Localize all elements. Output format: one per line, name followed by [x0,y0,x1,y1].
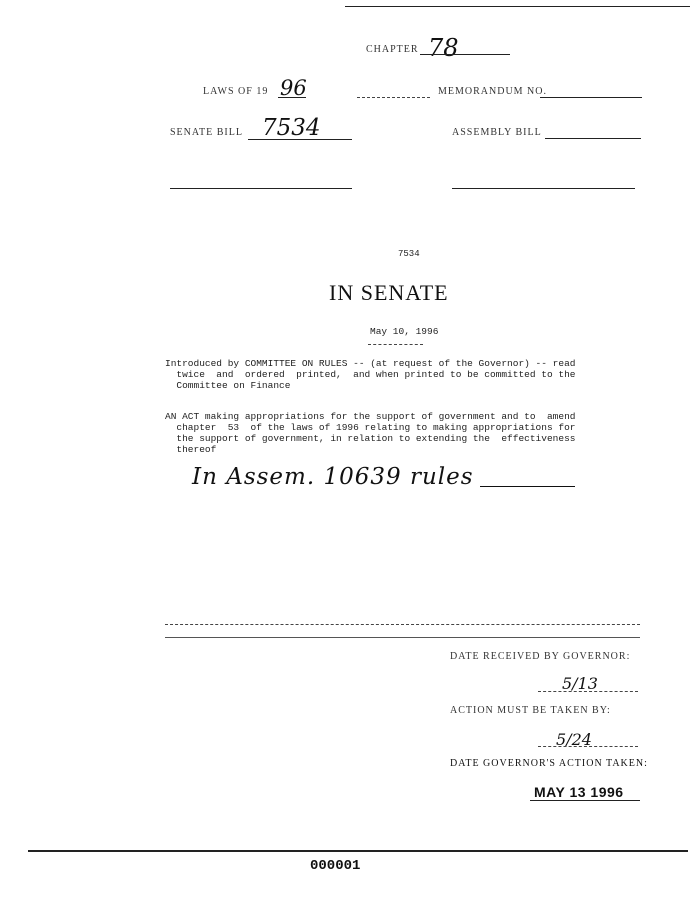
action-must-value: 5/24 [556,730,592,749]
introduced-line: twice and ordered printed, and when printed to be committed to the [165,369,576,380]
separator-dash [165,624,640,625]
action-taken-label: DATE GOVERNOR'S ACTION TAKEN: [450,758,648,769]
chapter-value: 78 [428,34,459,62]
introduced-line: Introduced by COMMITTEE ON RULES -- (at request of the Governor) -- read [165,358,576,369]
handwritten-note: In Assem. 10639 rules [192,464,474,490]
date-received-line [538,691,638,692]
assembly-bill-line [545,138,641,139]
senate-bill-value: 7534 [262,115,321,141]
memorandum-label: MEMORANDUM NO. [438,86,548,97]
blank-line-left [170,188,352,189]
act-block [165,411,575,455]
act-line: thereof [165,444,217,455]
introduced-line: Committee on Finance [165,380,291,391]
act-line: the support of government, in relation to extending the effectiveness [165,433,576,444]
action-taken-stamp: MAY 13 1996 [534,784,624,800]
date-received-value: 5/13 [562,674,598,693]
date-received-label: DATE RECEIVED BY GOVERNOR: [450,651,631,662]
assembly-bill-label: ASSEMBLY BILL [452,127,542,138]
laws-label: LAWS OF 19 [203,86,269,97]
action-must-line [538,746,638,747]
action-taken-line [530,800,640,801]
handwritten-underline [480,486,575,487]
senate-bill-label: SENATE BILL [170,127,243,138]
laws-value: 96 [280,76,307,100]
page-number: 000001 [310,858,361,874]
act-line: chapter 53 of the laws of 1996 relating to making appropriations for [165,422,576,433]
chapter-label: CHAPTER [366,44,419,55]
bill-number: 7534 [398,249,420,259]
top-rule [345,6,690,7]
laws-line [278,97,306,98]
chapter-line [420,54,510,55]
action-must-label: ACTION MUST BE TAKEN BY: [450,705,611,716]
chamber-title: IN SENATE [329,280,449,305]
introduced-block [165,358,575,391]
blank-line-right [452,188,635,189]
bottom-rule [28,850,688,852]
separator-line [165,637,640,638]
memorandum-line [540,97,642,98]
act-line: AN ACT making appropriations for the support of government and to amend [165,411,576,422]
date-dash [368,344,423,345]
bill-date: May 10, 1996 [370,326,439,337]
laws-dash [357,97,430,98]
senate-bill-line [248,139,352,140]
